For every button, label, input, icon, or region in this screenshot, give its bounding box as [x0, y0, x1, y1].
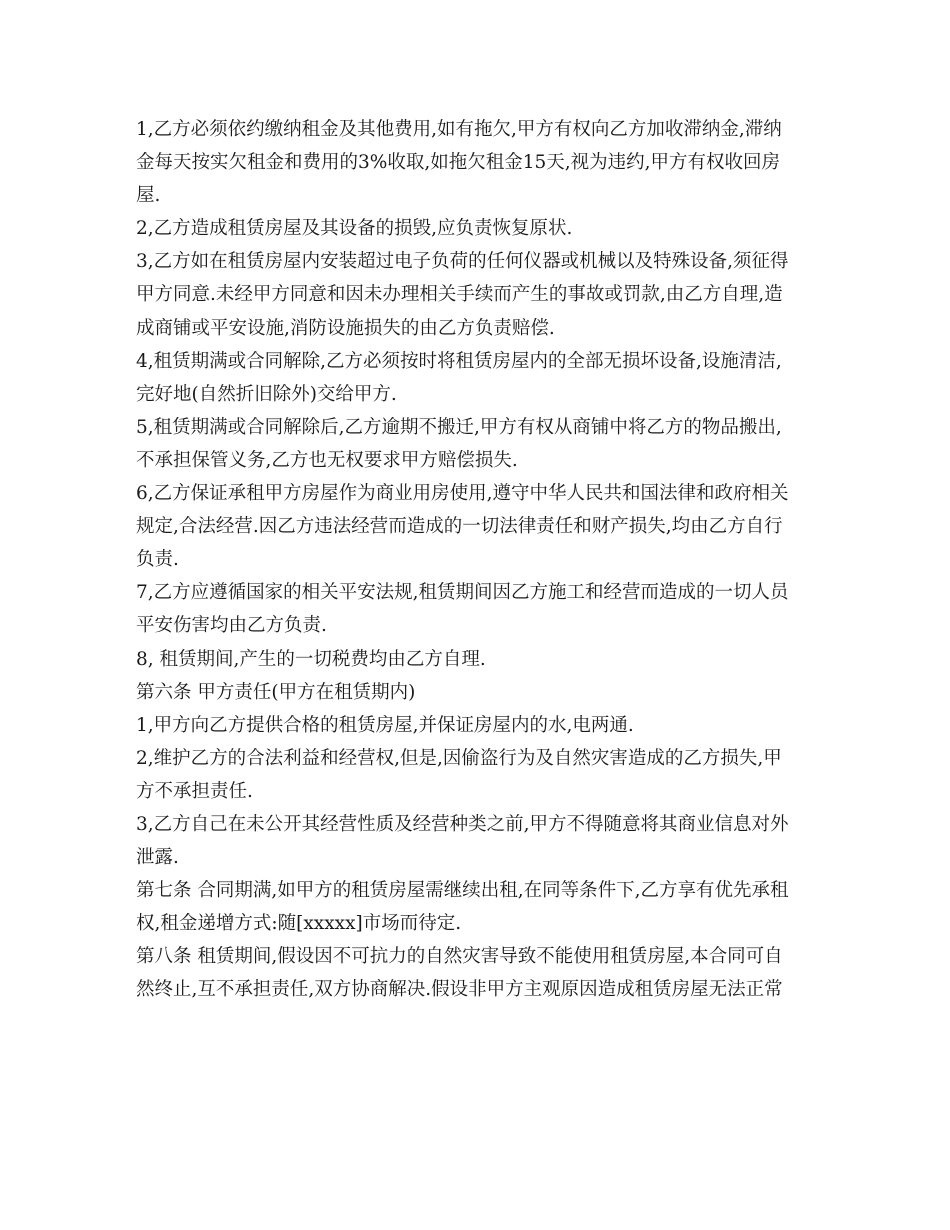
paragraph [136, 245, 816, 344]
text-line: 规定,合法经营.因乙方违法经营而造成的一切法律责任和财产损失,均由乙方自行 [136, 516, 783, 538]
paragraph [136, 113, 816, 212]
paragraph [136, 643, 816, 676]
document-body [136, 113, 816, 1007]
text-line: 泄露. [136, 847, 179, 869]
text-line: 金每天按实欠租金和费用的3%收取,如拖欠租金15天,视为违约,甲方有权收回房 [136, 152, 781, 174]
paragraph [136, 212, 816, 245]
text-line: 第六条 甲方责任(甲方在租赁期内) [136, 681, 416, 703]
paragraph [136, 742, 816, 808]
paragraph [136, 477, 816, 576]
text-line: 成商铺或平安设施,消防设施损失的由乙方负责赔偿. [136, 317, 555, 339]
text-line: 负责. [136, 549, 179, 571]
paragraph [136, 940, 816, 1006]
text-line: 方不承担责任. [136, 780, 253, 802]
text-line: 平安伤害均由乙方负责. [136, 615, 327, 637]
text-line: 3,乙方自己在未公开其经营性质及经营种类之前,甲方不得随意将其商业信息对外 [136, 813, 789, 835]
text-line: 2,乙方造成租赁房屋及其设备的损毁,应负责恢复原状. [136, 218, 573, 240]
paragraph [136, 576, 816, 642]
text-line: 4,租赁期满或合同解除,乙方必须按时将租赁房屋内的全部无损坏设备,设施清洁, [136, 350, 782, 372]
text-line: 第八条 租赁期间,假设因不可抗力的自然灾害导致不能使用租赁房屋,本合同可自 [136, 946, 783, 968]
paragraph [136, 345, 816, 411]
text-line: 甲方同意.未经甲方同意和因未办理相关手续而产生的事故或罚款,由乙方自理,造 [136, 284, 783, 306]
text-line: 第七条 合同期满,如甲方的租赁房屋需继续出租,在同等条件下,乙方享有优先承租 [136, 880, 789, 902]
text-line: 1,乙方必须依约缴纳租金及其他费用,如有拖欠,甲方有权向乙方加收滞纳金,滞纳 [136, 119, 782, 140]
text-line: 2,维护乙方的合法利益和经营权,但是,因偷盗行为及自然灾害造成的乙方损失,甲 [136, 747, 782, 769]
text-line: 8, 租赁期间,产生的一切税费均由乙方自理. [136, 648, 486, 670]
text-line: 完好地(自然折旧除外)交给甲方. [136, 383, 397, 405]
text-line: 7,乙方应遵循国家的相关平安法规,租赁期间因乙方施工和经营而造成的一切人员 [136, 582, 789, 604]
text-line: 然终止,互不承担责任,双方协商解决.假设非甲方主观原因造成租赁房屋无法正常 [136, 979, 783, 1001]
text-line: 不承担保管义务,乙方也无权要求甲方赔偿损失. [136, 449, 518, 471]
text-line: 3,乙方如在租赁房屋内安装超过电子负荷的任何仪器或机械以及特殊设备,须征得 [136, 251, 789, 273]
text-line: 屋. [136, 185, 161, 207]
paragraph [136, 411, 816, 477]
text-line: 5,租赁期满或合同解除后,乙方逾期不搬迁,甲方有权从商铺中将乙方的物品搬出, [136, 416, 782, 438]
text-line: 权,租金递增方式:随[xxxxx]市场而待定. [136, 913, 462, 935]
paragraph [136, 676, 816, 709]
paragraph [136, 808, 816, 874]
text-line: 1,甲方向乙方提供合格的租赁房屋,并保证房屋内的水,电两通. [136, 714, 634, 736]
text-line: 6,乙方保证承租甲方房屋作为商业用房使用,遵守中华人民共和国法律和政府相关 [136, 483, 789, 505]
paragraph [136, 709, 816, 742]
paragraph [136, 874, 816, 940]
